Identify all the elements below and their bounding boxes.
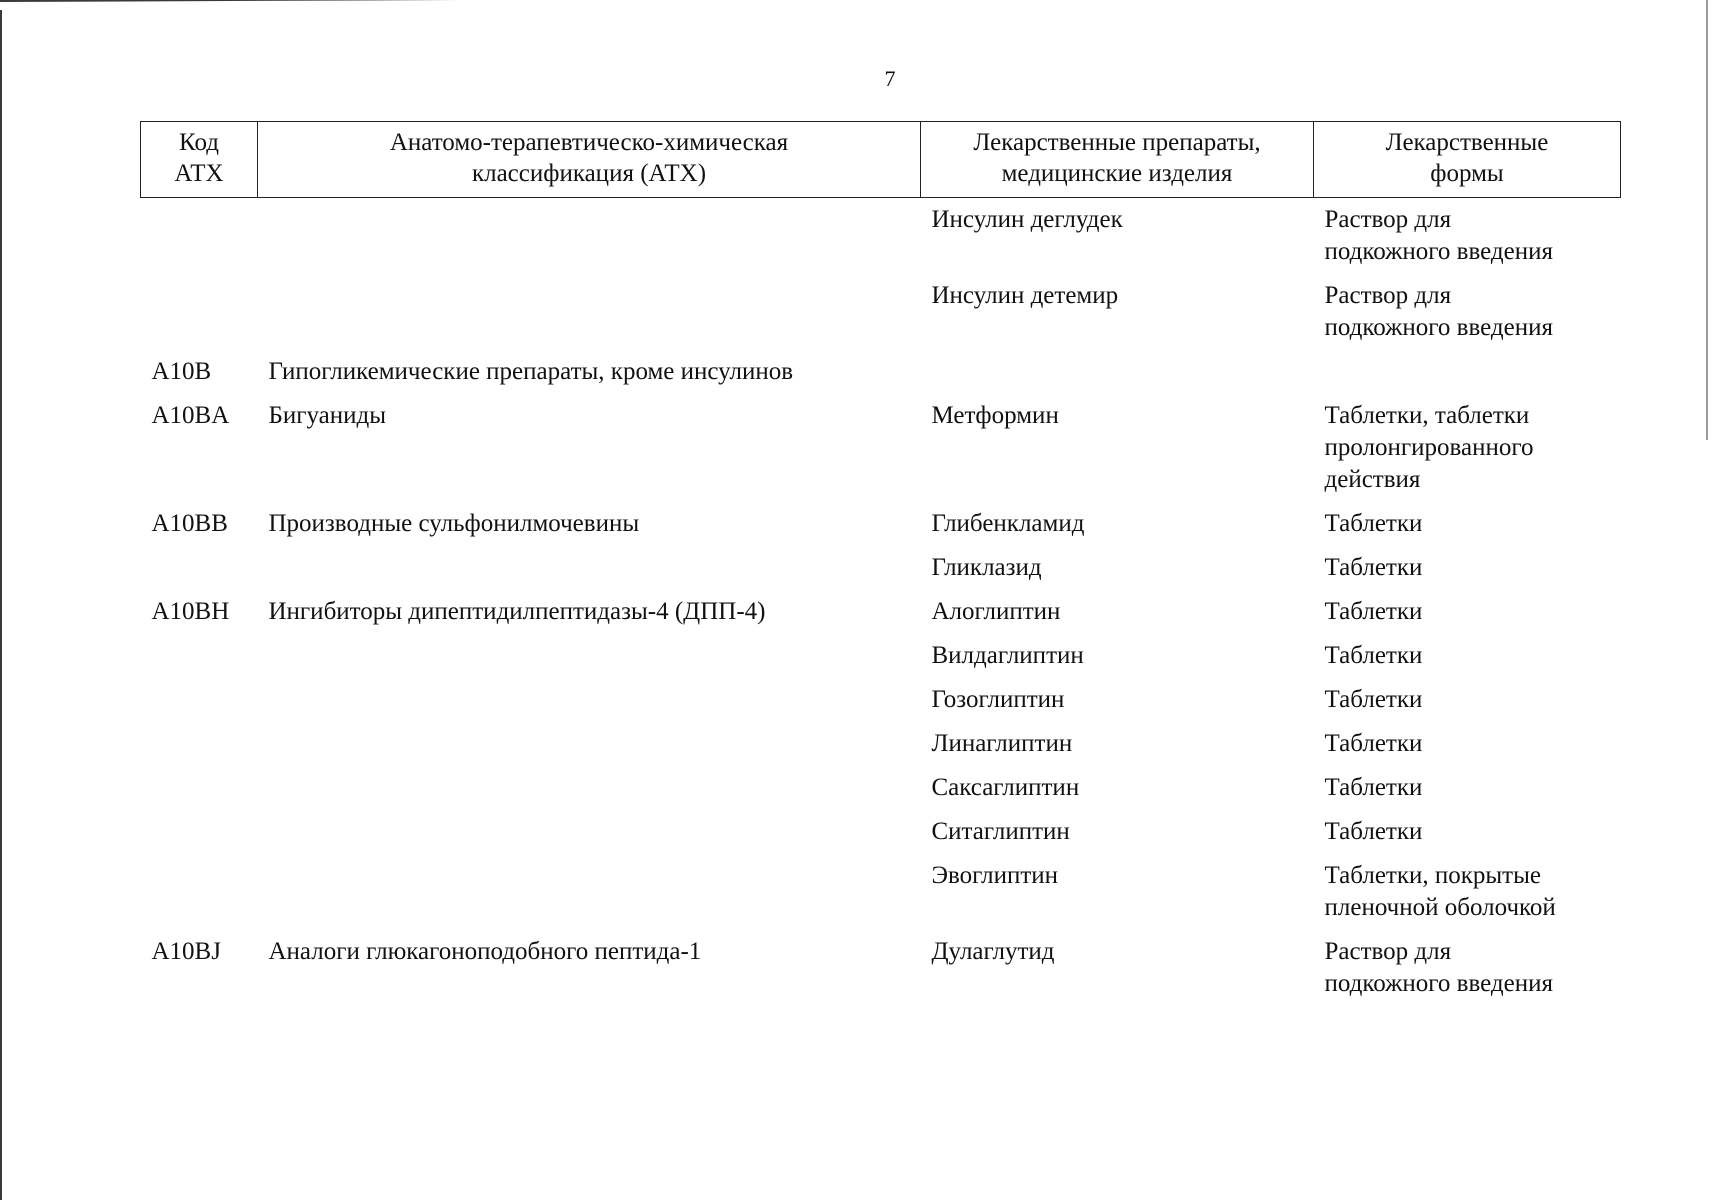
dosage-form-cell bbox=[1314, 854, 1621, 930]
classification-cell bbox=[258, 634, 921, 678]
table-row bbox=[141, 350, 1621, 394]
dosage-form-line: Таблетки bbox=[1324, 510, 1423, 537]
dosage-form-line: пролонгированного bbox=[1324, 434, 1534, 461]
dosage-form-line: подкожного введения bbox=[1324, 970, 1553, 997]
dosage-form-line: действия bbox=[1324, 466, 1421, 493]
classification-cell bbox=[258, 394, 921, 502]
classification-name: Аналоги глюкагоноподобного пептида-1 bbox=[268, 938, 702, 965]
dosage-form-line: подкожного введения bbox=[1324, 238, 1553, 265]
dosage-form-cell bbox=[1314, 678, 1621, 722]
classification-cell bbox=[258, 350, 921, 394]
classification-cell bbox=[258, 274, 921, 350]
drug-name: Эвоглиптин bbox=[931, 862, 1059, 889]
drug-name: Алоглиптин bbox=[931, 598, 1061, 625]
atc-code-cell bbox=[141, 854, 258, 930]
classification-cell bbox=[258, 546, 921, 590]
atc-code: A10BJ bbox=[151, 938, 221, 965]
dosage-form-line: Таблетки bbox=[1324, 554, 1423, 581]
classification-cell bbox=[258, 722, 921, 766]
drug-cell bbox=[921, 274, 1314, 350]
dosage-form-cell bbox=[1314, 274, 1621, 350]
drug-cell bbox=[921, 678, 1314, 722]
drug-cell bbox=[921, 546, 1314, 590]
drug-cell bbox=[921, 394, 1314, 502]
drug-cell bbox=[921, 198, 1314, 275]
atc-code-cell bbox=[141, 350, 258, 394]
drug-name: Гликлазид bbox=[931, 554, 1042, 581]
atc-code: A10BH bbox=[151, 598, 230, 625]
atc-code-cell bbox=[141, 274, 258, 350]
header-line: классификация (АТХ) bbox=[471, 160, 707, 187]
dosage-form-cell bbox=[1314, 810, 1621, 854]
dosage-form-cell bbox=[1314, 546, 1621, 590]
atc-code-cell bbox=[141, 722, 258, 766]
header-line: Лекарственные bbox=[1385, 129, 1549, 156]
header-line: Лекарственные препараты, bbox=[973, 129, 1261, 156]
header-line: формы bbox=[1430, 160, 1504, 187]
dosage-form-line: подкожного введения bbox=[1324, 314, 1553, 341]
classification-name: Гипогликемические препараты, кроме инсулинов bbox=[268, 358, 794, 385]
drug-name: Линаглиптин bbox=[931, 730, 1073, 757]
atc-code-cell bbox=[141, 678, 258, 722]
header-line: Код bbox=[179, 129, 219, 156]
atc-code-cell bbox=[141, 394, 258, 502]
header-drugs bbox=[921, 122, 1314, 198]
atc-code-cell bbox=[141, 810, 258, 854]
classification-cell bbox=[258, 678, 921, 722]
atc-code: A10B bbox=[151, 358, 212, 385]
classification-name: Ингибиторы дипептидилпептидазы-4 (ДПП-4) bbox=[268, 598, 766, 625]
header-atc-code bbox=[141, 122, 258, 198]
drug-cell bbox=[921, 634, 1314, 678]
drug-name: Инсулин деглудек bbox=[931, 206, 1123, 233]
drug-name: Инсулин детемир bbox=[931, 282, 1119, 309]
dosage-form-cell bbox=[1314, 722, 1621, 766]
dosage-form-line: Таблетки bbox=[1324, 818, 1423, 845]
drug-name: Глибенкламид bbox=[931, 510, 1085, 537]
dosage-form-line: Таблетки bbox=[1324, 598, 1423, 625]
table-row bbox=[141, 930, 1621, 1006]
classification-cell bbox=[258, 198, 921, 275]
drug-name: Дулаглутид bbox=[931, 938, 1055, 965]
classification-cell bbox=[258, 930, 921, 1006]
drug-name: Саксаглиптин bbox=[931, 774, 1080, 801]
header-line: Анатомо-терапевтическо-химическая bbox=[389, 129, 789, 156]
dosage-form-line: Раствор для bbox=[1324, 206, 1452, 233]
atc-code-cell bbox=[141, 930, 258, 1006]
table-row bbox=[141, 634, 1621, 678]
drug-cell bbox=[921, 930, 1314, 1006]
scan-edge-top bbox=[0, 0, 1712, 14]
drug-cell bbox=[921, 590, 1314, 634]
dosage-form-line: Раствор для bbox=[1324, 282, 1452, 309]
page-number: 7 bbox=[884, 66, 896, 91]
table-row bbox=[141, 810, 1621, 854]
table-row bbox=[141, 198, 1621, 275]
atc-table bbox=[140, 121, 1621, 1006]
dosage-form-cell bbox=[1314, 502, 1621, 546]
dosage-form-cell bbox=[1314, 766, 1621, 810]
table-body bbox=[141, 198, 1621, 1007]
dosage-form-line: Таблетки, покрытые bbox=[1324, 862, 1542, 889]
classification-name: Бигуаниды bbox=[268, 402, 387, 429]
drug-name: Вилдаглиптин bbox=[931, 642, 1084, 669]
header-line: медицинские изделия bbox=[1001, 160, 1233, 187]
atc-code-cell bbox=[141, 502, 258, 546]
table-header-row bbox=[141, 122, 1621, 198]
classification-cell bbox=[258, 590, 921, 634]
classification-cell bbox=[258, 810, 921, 854]
header-classification bbox=[258, 122, 921, 198]
atc-code-cell bbox=[141, 546, 258, 590]
table-row bbox=[141, 590, 1621, 634]
dosage-form-line: Таблетки bbox=[1324, 642, 1423, 669]
dosage-form-cell bbox=[1314, 350, 1621, 394]
classification-cell bbox=[258, 502, 921, 546]
header-dosage-forms bbox=[1314, 122, 1621, 198]
table-row bbox=[141, 502, 1621, 546]
drug-cell bbox=[921, 350, 1314, 394]
dosage-form-line: Таблетки, таблетки bbox=[1324, 402, 1530, 429]
table-row bbox=[141, 854, 1621, 930]
classification-name: Производные сульфонилмочевины bbox=[268, 510, 640, 537]
table-row bbox=[141, 394, 1621, 502]
drug-name: Метформин bbox=[931, 402, 1059, 429]
table-row bbox=[141, 722, 1621, 766]
header-line: АТХ bbox=[174, 160, 224, 187]
dosage-form-line: Таблетки bbox=[1324, 686, 1423, 713]
drug-name: Гозоглиптин bbox=[931, 686, 1065, 713]
atc-code-cell bbox=[141, 198, 258, 275]
atc-code-cell bbox=[141, 766, 258, 810]
table-row bbox=[141, 274, 1621, 350]
dosage-form-cell bbox=[1314, 634, 1621, 678]
drug-cell bbox=[921, 502, 1314, 546]
drug-name: Ситаглиптин bbox=[931, 818, 1070, 845]
dosage-form-line: пленочной оболочкой bbox=[1324, 894, 1556, 921]
dosage-form-cell bbox=[1314, 590, 1621, 634]
atc-code: A10BB bbox=[151, 510, 228, 537]
classification-cell bbox=[258, 854, 921, 930]
scan-edge-left bbox=[0, 10, 2, 1200]
table-row bbox=[141, 766, 1621, 810]
atc-code-cell bbox=[141, 590, 258, 634]
dosage-form-cell bbox=[1314, 198, 1621, 275]
dosage-form-cell bbox=[1314, 930, 1621, 1006]
dosage-form-line: Таблетки bbox=[1324, 730, 1423, 757]
table-row bbox=[141, 546, 1621, 590]
atc-code-cell bbox=[141, 634, 258, 678]
drug-cell bbox=[921, 854, 1314, 930]
drug-cell bbox=[921, 722, 1314, 766]
drug-cell bbox=[921, 810, 1314, 854]
dosage-form-line: Раствор для bbox=[1324, 938, 1452, 965]
dosage-form-line: Таблетки bbox=[1324, 774, 1423, 801]
dosage-form-cell bbox=[1314, 394, 1621, 502]
table-row bbox=[141, 678, 1621, 722]
atc-code: A10BA bbox=[151, 402, 230, 429]
drug-cell bbox=[921, 766, 1314, 810]
classification-cell bbox=[258, 766, 921, 810]
